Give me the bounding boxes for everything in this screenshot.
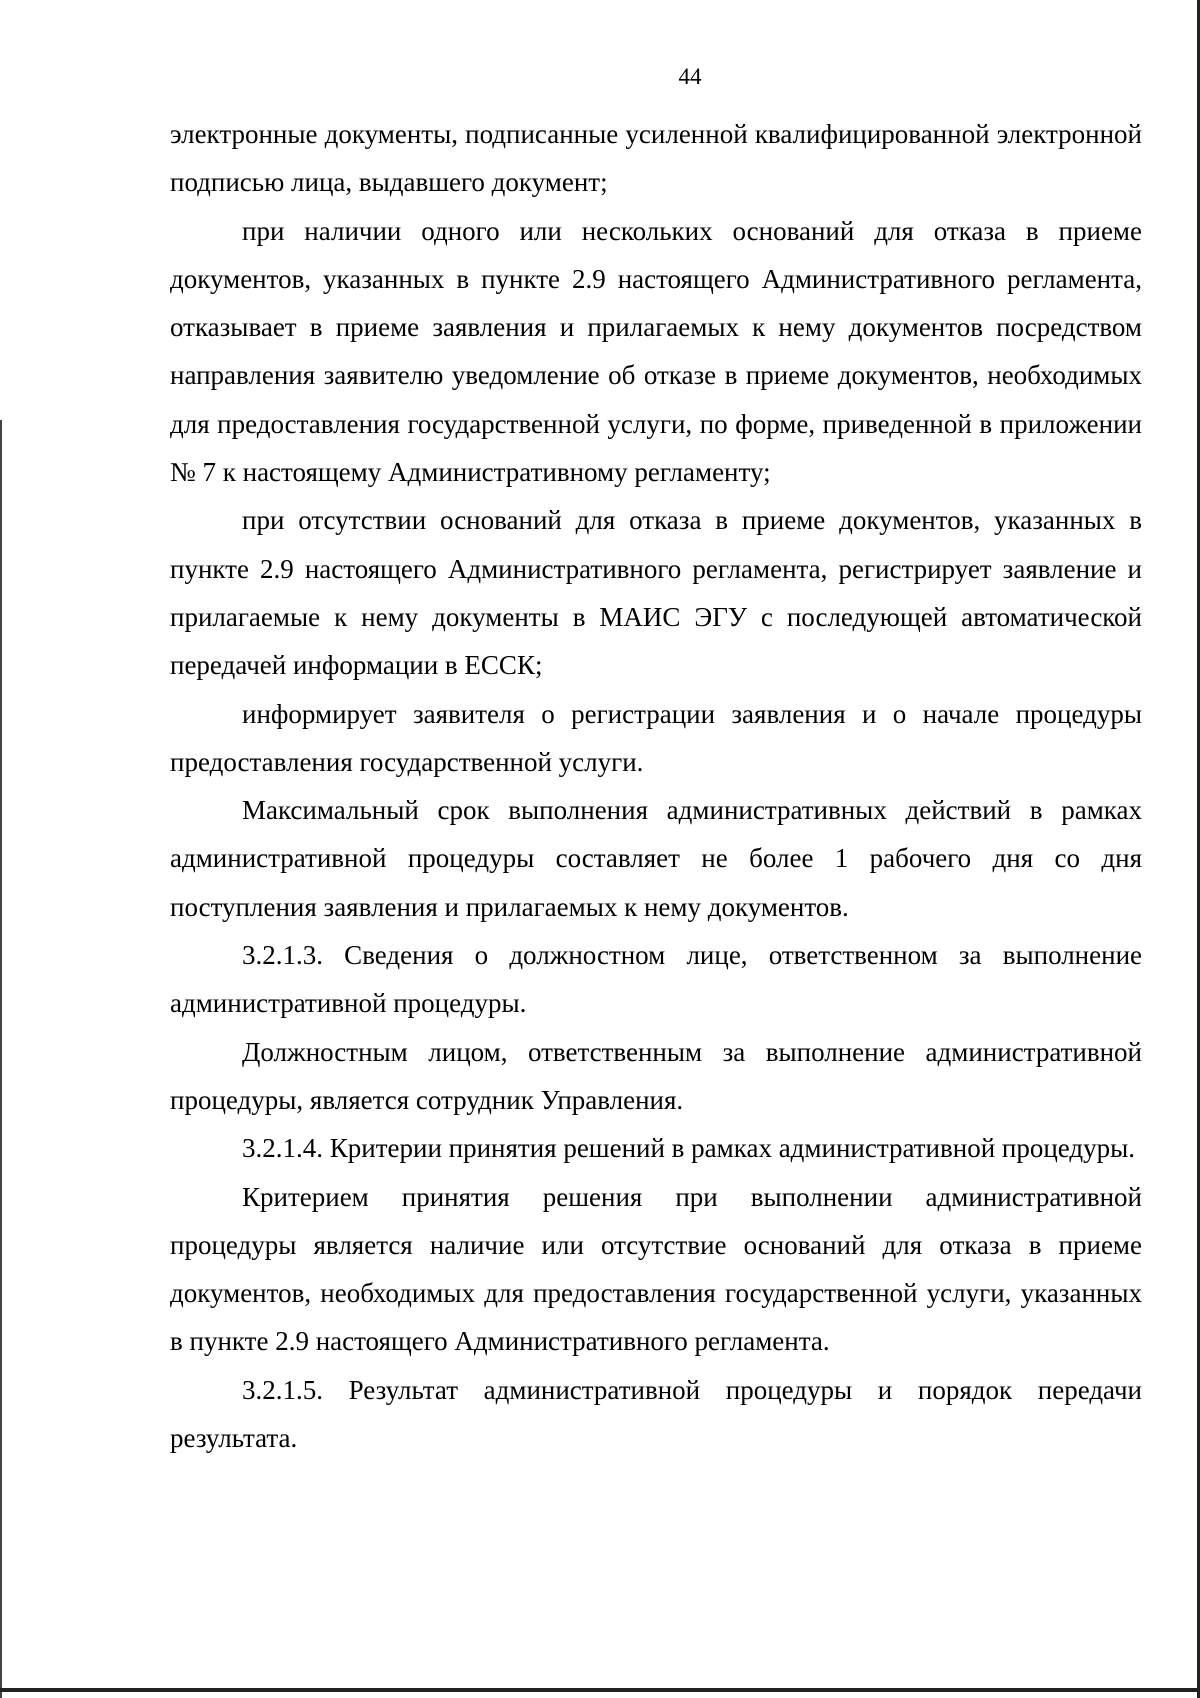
paragraph-refusal-grounds: при наличии одного или нескольких оснований для отказа в приеме документов, указанных в пункте 2.9 настоящего Административного регламента, отказывает в приеме заявления и прилагаемых к нему документов посредством направления заявителю уведомление об отказе в приеме документов, необходимых для предоставления государственной услуги, по форме, приведенной в приложении № 7 к настоящему Административному регламенту; [170, 215, 1142, 488]
paragraph-continuation: электронные документы, подписанные усиленной квалифицированной электронной подписью лица, выдавшего документ; [170, 119, 1142, 198]
paragraph-max-term: Максимальный срок выполнения административных действий в рамках административной процедуры составляет не более 1 рабочего дня со дня поступления заявления и прилагаемых к нему документов. [170, 795, 1142, 922]
document-body [170, 110, 1142, 1462]
paragraph-responsible-official: Должностным лицом, ответственным за выполнение административной процедуры, является сотрудник Управления. [170, 1036, 1142, 1115]
scan-border-bottom [0, 1688, 1200, 1692]
paragraph-registration: при отсутствии оснований для отказа в приеме документов, указанных в пункте 2.9 настоящего Административного регламента, регистрирует заявление и прилагаемые к нему документы в МАИС ЭГУ с последующей автоматической передачей информации в ЕССК; [170, 505, 1142, 681]
section-3-2-1-4-heading: 3.2.1.4. Критерии принятия решений в рамках административной процедуры. [242, 1133, 1136, 1164]
paragraph-decision-criterion: Критерием принятия решения при выполнении административной процедуры является наличие или отсутствие оснований для отказа в приеме документов, необходимых для предоставления государственной услуги, указанных в пункте 2.9 настоящего Административного регламента. [170, 1181, 1142, 1357]
section-3-2-1-5-heading: 3.2.1.5. Результат административной процедуры и порядок передачи результата. [170, 1374, 1142, 1454]
paragraph-informs-applicant: информирует заявителя о регистрации заявления и о начале процедуры предоставления государственной услуги. [170, 698, 1142, 777]
scan-border-left [0, 420, 2, 1698]
page-number: 44 [678, 64, 702, 89]
section-3-2-1-3-heading: 3.2.1.3. Сведения о должностном лице, ответственном за выполнение административной процедуры. [170, 940, 1142, 1019]
